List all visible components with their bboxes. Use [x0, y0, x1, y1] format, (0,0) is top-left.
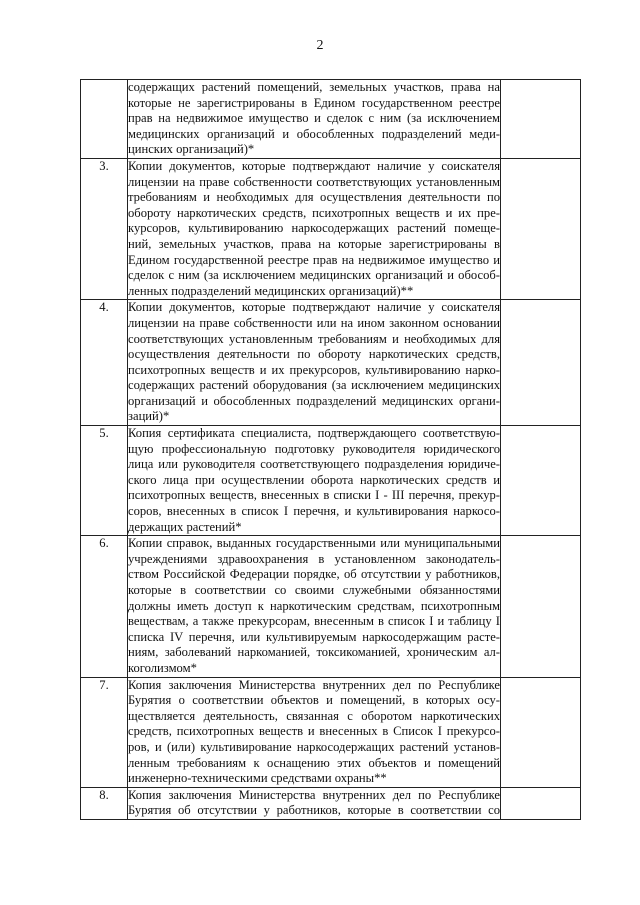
- table-row: [81, 158, 581, 299]
- text-line: Копия сертификата специалиста, подтверждающего соответствую-: [128, 426, 500, 441]
- text-line: ского лица при осуществлении оборота наркотических средств и: [128, 472, 500, 487]
- empty-cell: [501, 426, 581, 536]
- text-line: Бурятия о соответствии объектов и помещений, в которых осу-: [128, 693, 500, 708]
- text-line: ленным требованиям к оснащению этих объектов и помещений: [128, 755, 500, 770]
- row-number: 3.: [81, 158, 128, 299]
- text-line: Копии справок, выданных государственными или муниципальными: [128, 536, 500, 551]
- text-line: соответствующих установленным требованиям и необходимых для: [128, 331, 500, 346]
- text-line: содержащих растений помещений, земельных участков, права на: [128, 80, 500, 94]
- empty-cell: [501, 158, 581, 299]
- table-row: [81, 536, 581, 677]
- text-line: курсоров, культивированию наркосодержащих растений помеще-: [128, 221, 500, 236]
- text-line: щую профессиональную подготовку руководителя юридического: [128, 441, 500, 456]
- text-line: Бурятия об отсутствии у работников, которые в соответствии со: [128, 803, 500, 818]
- text-line: содержащих растений оборудования (за исключением медицинских: [128, 378, 500, 393]
- text-line: цинских организаций)*: [128, 142, 255, 157]
- row-number: 5.: [81, 426, 128, 536]
- text-line: списка IV перечня, или культивируемым наркосодержащим расте-: [128, 629, 500, 644]
- empty-cell: [501, 80, 581, 159]
- row-text: [128, 158, 501, 299]
- text-line: ленных подразделений медицинских организаций)**: [128, 283, 414, 298]
- text-line: коголизмом*: [128, 660, 197, 675]
- table-row: [81, 677, 581, 787]
- text-line: обороту наркотических средств, психотропных веществ и их пре-: [128, 205, 500, 220]
- text-line: медицинских организаций и обособленных подразделений меди-: [128, 126, 500, 141]
- text-line: должны иметь доступ к наркотическим средствам, психотропным: [128, 598, 500, 613]
- text-line: которые в соответствии со своими служебными обязанностями: [128, 583, 500, 597]
- row-text: [128, 536, 501, 677]
- row-number: 8.: [81, 787, 128, 819]
- row-number: 7.: [81, 677, 128, 787]
- text-line: ний, земельных участков, права на которые зарегистрированы в: [128, 236, 500, 251]
- text-line: лицензии на праве собственности соответствующих установленным: [128, 174, 500, 189]
- text-line: держащих растений*: [128, 519, 242, 534]
- empty-cell: [501, 677, 581, 787]
- text-line: сделок с ним (за исключением медицинских организаций и обособ-: [128, 268, 500, 283]
- text-line: ров, и (или) культивирование наркосодержащих растений установ-: [128, 739, 500, 754]
- text-line: средств, психотропных веществ и внесенных в Список I прекурсо-: [128, 724, 500, 739]
- text-line: психотропных веществ и их прекурсоров, культивированию нарко-: [128, 362, 500, 377]
- empty-cell: [501, 536, 581, 677]
- documents-table: [80, 79, 581, 820]
- empty-cell: [501, 787, 581, 819]
- text-line: Едином государственной реестре прав на недвижимое имущество и: [128, 252, 500, 267]
- row-text: [128, 677, 501, 787]
- text-line: учреждениями здравоохранения в установленном законодатель-: [128, 551, 500, 566]
- row-text: [128, 300, 501, 426]
- row-text: [128, 787, 501, 819]
- table-row: [81, 426, 581, 536]
- text-line: Копии документов, которые подтверждают наличие у соискателя: [128, 300, 500, 315]
- text-line: заций)*: [128, 409, 170, 424]
- text-line: осуществления деятельности по обороту наркотических средств,: [128, 347, 500, 362]
- row-number: 4.: [81, 300, 128, 426]
- text-line: соров, внесенных в список I перечня, и культивирования наркосо-: [128, 504, 500, 519]
- text-line: Копия заключения Министерства внутренних дел по Республике: [128, 787, 500, 802]
- row-text: [128, 80, 501, 159]
- table-row: [81, 80, 581, 159]
- page-number: 2: [316, 38, 324, 53]
- text-line: которые не зарегистрированы в Едином государственном реестре: [128, 95, 500, 110]
- text-line: лица или руководителя соответствующего подразделения юридиче-: [128, 457, 500, 472]
- text-line: инженерно-техническими средствами охраны**: [128, 771, 387, 786]
- row-text: [128, 426, 501, 536]
- text-line: организаций и обособленных подразделений медицинских органи-: [128, 393, 500, 408]
- row-number: [81, 80, 128, 159]
- text-line: ниям, заболеваний наркоманией, токсикоманией, хроническим ал-: [128, 645, 500, 660]
- text-line: требованиям и необходимых для осуществления деятельности по: [128, 190, 500, 205]
- text-line: ством Российской Федерации порядке, об отсутствии у работников,: [128, 567, 500, 582]
- text-line: психотропных веществ, внесенных в списки I - III перечня, прекур-: [128, 488, 500, 503]
- empty-cell: [501, 300, 581, 426]
- text-line: лицензии на праве собственности или на ином законном основании: [128, 315, 500, 330]
- table-row: [81, 300, 581, 426]
- table-row: [81, 787, 581, 819]
- text-line: Копия заключения Министерства внутренних дел по Республике: [128, 677, 500, 692]
- text-line: веществам, а также прекурсорам, внесенным в список I и таблицу I: [128, 614, 500, 629]
- row-number: 6.: [81, 536, 128, 677]
- text-line: прав на недвижимое имущество и сделок с ним (за исключением: [128, 111, 500, 126]
- text-line: Копии документов, которые подтверждают наличие у соискателя: [128, 158, 500, 173]
- text-line: ществляется деятельность, связанная с оборотом наркотических: [128, 708, 500, 723]
